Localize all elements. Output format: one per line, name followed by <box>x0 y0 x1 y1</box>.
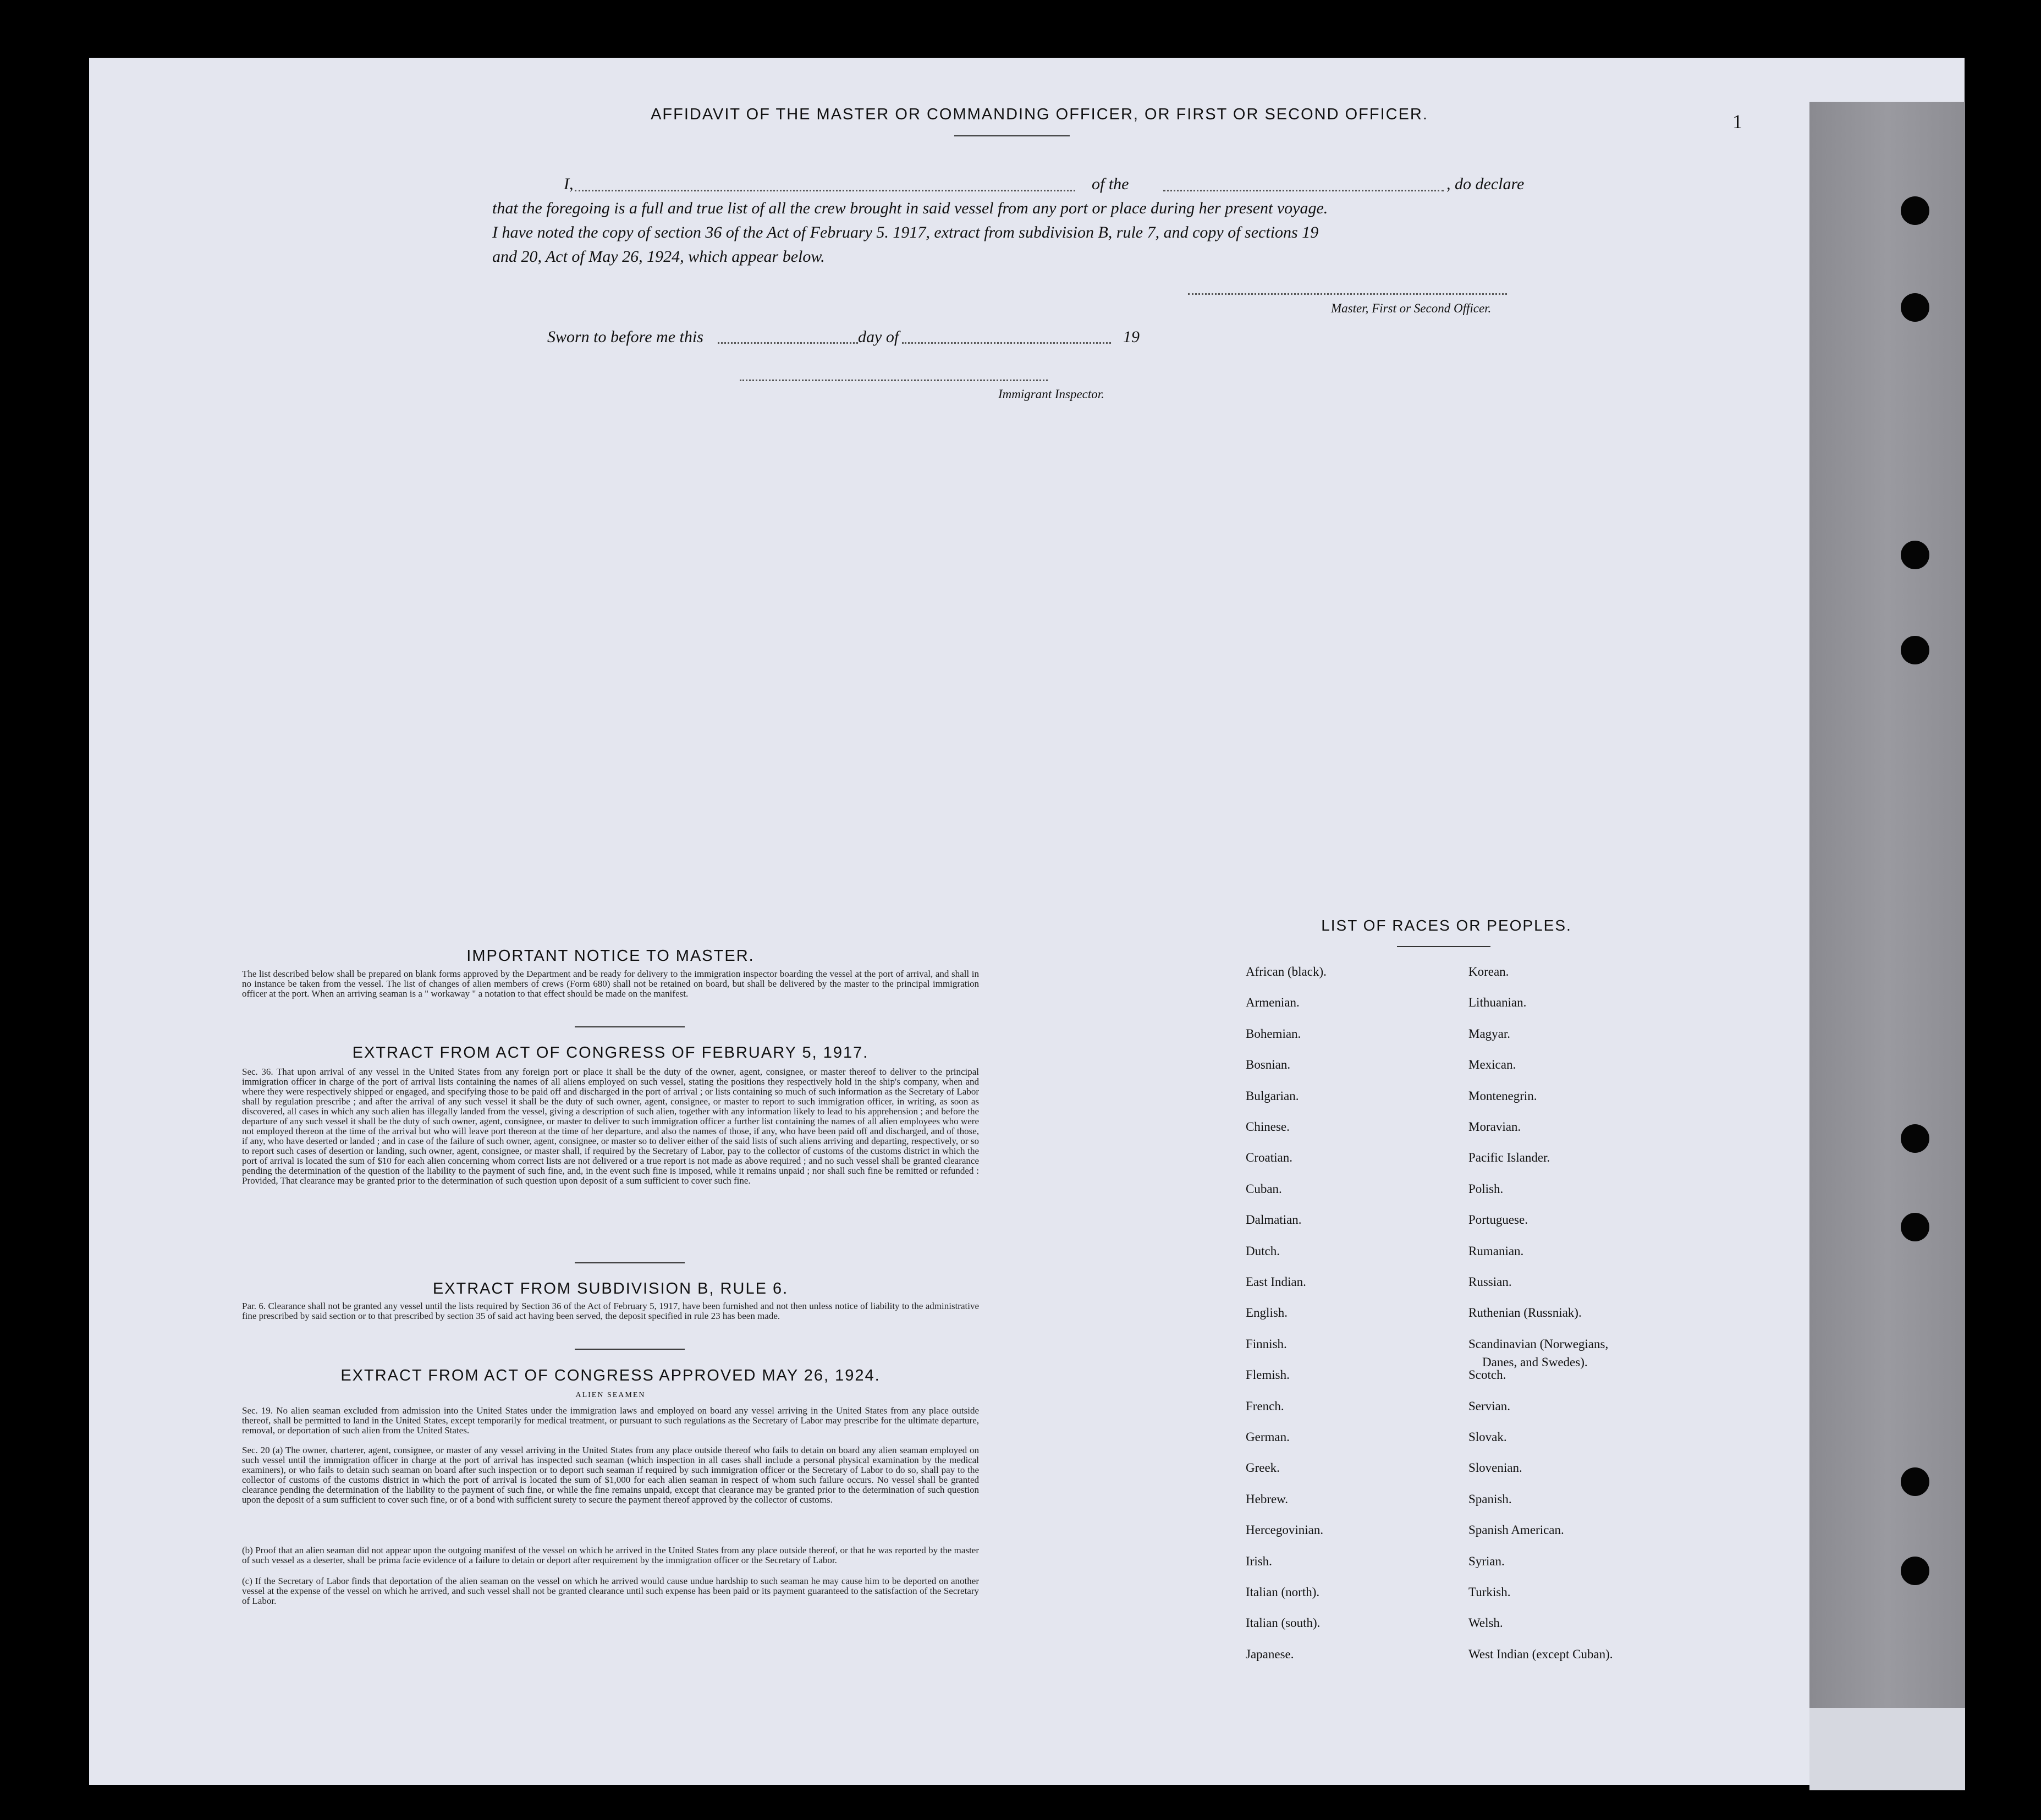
punch-hole <box>1901 293 1929 322</box>
races-title: LIST OF RACES OR PEOPLES. <box>1321 917 1572 934</box>
race-item: Armenian. <box>1246 996 1300 1010</box>
page-number: 1 <box>1732 111 1742 133</box>
race-item: French. <box>1246 1399 1284 1413</box>
race-item: Polish. <box>1468 1181 1504 1196</box>
race-item: Chinese. <box>1246 1120 1290 1134</box>
race-item: Slovak. <box>1468 1430 1507 1444</box>
race-scandinavian-cont: Danes, and Swedes). <box>1482 1355 1588 1369</box>
race-item: Dutch. <box>1246 1244 1280 1258</box>
race-item: Montenegrin. <box>1468 1088 1537 1103</box>
race-item: Japanese. <box>1246 1647 1294 1661</box>
race-item: Servian. <box>1468 1399 1511 1413</box>
affidavit-line2: that the foregoing is a full and true list of all the crew brought in said vessel from any port or place during her present voyage. <box>492 199 1328 217</box>
affidavit-title: AFFIDAVIT OF THE MASTER OR COMMANDING OFFICER, OR FIRST OR SECOND OFFICER. <box>651 106 1428 123</box>
notice-title: IMPORTANT NOTICE TO MASTER. <box>466 947 755 965</box>
sworn-prefix: Sworn to before me this <box>547 328 703 346</box>
race-item: West Indian (except Cuban). <box>1468 1647 1613 1661</box>
extract-1924-title: EXTRACT FROM ACT OF CONGRESS APPROVED MAY 26, 1924. <box>340 1367 881 1384</box>
notice-body: The list described below shall be prepared on blank forms approved by the Department and be ready for delivery to the immigration inspector boarding the vessel at the port of arrival, and shall in no instance be taken from the vessel. The list of changes of alien members of crews (Form 680) shall not be retained on board, but shall be delivered by the master to the principal immigration officer at the port. When an arriving seaman is a " workaway " a notation to that effect should be made on the manifest. <box>242 969 979 999</box>
race-item: Scotch. <box>1468 1368 1506 1382</box>
inspector-caption: Immigrant Inspector. <box>998 387 1104 401</box>
affidavit-line1-i: I, <box>564 175 574 193</box>
race-item: Welsh. <box>1468 1616 1503 1630</box>
vessel-blank <box>1163 190 1444 191</box>
affidavit-line4: and 20, Act of May 26, 1924, which appear below. <box>492 248 825 266</box>
affidavit-line1-declare: , do declare <box>1446 175 1525 193</box>
race-item: Russian. <box>1468 1275 1512 1289</box>
race-item: Hercegovinian. <box>1246 1523 1324 1537</box>
document-sheet <box>89 58 1965 1785</box>
race-item: Bulgarian. <box>1246 1088 1299 1103</box>
section-rule <box>575 1349 685 1350</box>
race-item: Cuban. <box>1246 1181 1282 1196</box>
sec20c-body: (c) If the Secretary of Labor finds that deportation of the alien seaman on the vessel on which he arrived would cause undue hardship to such seaman he may cause him to be deported on another vessel at the expense of the vessel on which he arrived, and such vessel shall not be granted clearance until such expense has been paid or its payment guaranteed to the satisfaction of the Secretary of Labor. <box>242 1576 979 1606</box>
race-item: Rumanian. <box>1468 1244 1524 1258</box>
name-blank <box>575 190 1075 191</box>
title-rule <box>954 135 1070 136</box>
race-item: Bohemian. <box>1246 1026 1301 1041</box>
binding-strip <box>1809 102 1965 1708</box>
binding-strip-bottom <box>1809 1708 1965 1790</box>
signature-blank <box>1188 293 1507 295</box>
sworn-day: day of <box>858 328 899 346</box>
race-item: Bosnian. <box>1246 1058 1291 1072</box>
extract-1924-subtitle: ALIEN SEAMEN <box>575 1391 646 1399</box>
race-item: East Indian. <box>1246 1275 1306 1289</box>
race-item: Korean. <box>1468 965 1509 978</box>
race-item: Pacific Islander. <box>1468 1151 1550 1165</box>
race-item: Lithuanian. <box>1468 996 1527 1010</box>
punch-hole <box>1901 1467 1929 1496</box>
section-rule <box>575 1026 685 1027</box>
punch-hole <box>1901 1213 1929 1241</box>
sworn-day-blank <box>718 342 858 344</box>
race-item: Flemish. <box>1246 1368 1290 1382</box>
sec19-body: Sec. 19. No alien seaman excluded from admission into the United States under the immigration laws and employed on board any vessel arriving in the United States from any place outside thereof, shall be permitted to land in the United States, except temporarily for medical treatment, or pursuant to such regulations as the Secretary of Labor may prescribe for the ultimate departure, removal, or deportation of such alien from the United States. <box>242 1405 979 1436</box>
race-item: Croatian. <box>1246 1151 1292 1165</box>
race-item: English. <box>1246 1306 1288 1320</box>
race-item: Spanish. <box>1468 1492 1512 1506</box>
sworn-month-blank <box>902 342 1111 344</box>
extract-1917-body: Sec. 36. That upon arrival of any vessel in the United States from any foreign port or place it shall be the duty of the owner, agent, consignee, or master thereof to deliver to the principal immigration officer in charge of the port of arrival lists containing the names of all aliens employed on such vessel, stating the positions they respectively hold in the ship's company, when and where they were respectively shipped or engaged, and specifying those to be paid off and discharged in the port of arrival ; or lists containing so much of such information as the Secretary of Labor shall by regulation prescribe ; and after the arrival of any such vessel it shall be the duty of such owner, agent, consignee, or master to report to such immigration officer, in writing, as soon as discovered, all cases in which any such alien has illegally landed from the vessel, giving a description of such alien, together with any information likely to lead to his apprehension ; and before the departure of any such vessel it shall be the duty of such owner, agent, consignee, or master to deliver to such immigration officer a further list containing the names of all alien employees who were not employed thereon at the time of the arrival but who will leave port thereon at the time of her departure, and also the names of those, if any, who have been paid off and discharged, and of those, if any, who have deserted or landed ; and in case of the failure of such owner, agent, consignee, or master so to deliver either of the said lists of such aliens arriving and departing, respectively, or so to report such cases of desertion or landing, such owner, agent, consignee, or master shall, if required by the Secretary of Labor, pay to the collector of customs of the customs district in which the port of arrival is located the sum of $10 for each alien concerning whom correct lists are not delivered or a true report is not made as above required ; and no such vessel shall be granted clearance pending the determination of the question of the liability to the payment of such fine, and, in the event such fine is imposed, while it remains unpaid ; nor shall such fine be remitted or refunded : Provided, That clearance may be granted prior to the determination of such question upon deposit of a sum sufficient to cover such fine. <box>242 1066 979 1186</box>
race-item: Italian (south). <box>1246 1616 1321 1630</box>
affidavit-line3: I have noted the copy of section 36 of the Act of February 5. 1917, extract from subdivision B, rule 7, and copy of sections 19 <box>492 223 1319 241</box>
race-item: Dalmatian. <box>1246 1213 1302 1227</box>
extract-1917-title: EXTRACT FROM ACT OF CONGRESS OF FEBRUARY 5, 1917. <box>352 1044 869 1062</box>
subdivision-b-title: EXTRACT FROM SUBDIVISION B, RULE 6. <box>432 1280 789 1297</box>
race-item: Moravian. <box>1468 1120 1521 1134</box>
race-item: African (black). <box>1246 965 1327 978</box>
section-rule <box>575 1262 685 1263</box>
affidavit-line1-of-the: of the <box>1092 175 1129 193</box>
punch-hole <box>1901 541 1929 569</box>
race-item: German. <box>1246 1430 1290 1444</box>
race-item: Mexican. <box>1468 1058 1516 1072</box>
race-item: Spanish American. <box>1468 1523 1564 1537</box>
race-item: Syrian. <box>1468 1554 1505 1568</box>
sworn-year: 19 <box>1123 328 1140 346</box>
race-item: Magyar. <box>1468 1026 1511 1041</box>
race-item: Turkish. <box>1468 1585 1511 1599</box>
race-item: Italian (north). <box>1246 1585 1320 1599</box>
race-item: Slovenian. <box>1468 1461 1522 1475</box>
race-item: Portuguese. <box>1468 1213 1528 1227</box>
sec20a-body: Sec. 20 (a) The owner, charterer, agent, consignee, or master of any vessel arriving in the United States from any place outside thereof who fails to detain on board any alien seaman employed on such vessel until the immigration officer in charge at the port of arrival has inspected such seaman (which inspection in all cases shall include a personal physical examination by the medical examiners), or who fails to detain such seaman on board after such inspection or to deport such seaman if required by such immigration officer or the Secretary of Labor to do so, shall pay to the collector of customs of the customs district in which the port of arrival is located the sum of $1,000 for each alien seaman in respect of whom such failure occurs. No vessel shall be granted clearance pending the determination of the liability to the payment of such fine, or while the fine remains unpaid, except that clearance may be granted prior to the determination of such question upon the deposit of a sum sufficient to cover such fine, or of a bond with sufficient surety to secure the payment thereof approved by the collector of customs. <box>242 1445 979 1505</box>
signature-caption: Master, First or Second Officer. <box>1331 301 1492 315</box>
race-item: Irish. <box>1246 1554 1272 1568</box>
punch-hole <box>1901 196 1929 225</box>
races-rule <box>1397 946 1490 947</box>
race-item: Finnish. <box>1246 1337 1287 1351</box>
race-item: Scandinavian (Norwegians, <box>1468 1337 1609 1351</box>
sec20b-body: (b) Proof that an alien seaman did not appear upon the outgoing manifest of the vessel on which he arrived in the United States from any place outside thereof, or that he was reported by the master of such vessel as a deserter, shall be prima facie evidence of a failure to detain or deport after requirement by the immigration officer or the Secretary of Labor. <box>242 1545 979 1565</box>
subdivision-b-body: Par. 6. Clearance shall not be granted any vessel until the lists required by Section 36 of the Act of February 5, 1917, have been furnished and not then unless notice of liability to the administrative fine prescribed by said section or to that prescribed by section 35 of said act having been served, the deposit specified in rule 23 has been made. <box>242 1301 979 1321</box>
race-item: Greek. <box>1246 1461 1280 1475</box>
inspector-blank <box>740 380 1048 381</box>
punch-hole <box>1901 1557 1929 1585</box>
race-item: Hebrew. <box>1246 1492 1289 1506</box>
race-item: Ruthenian (Russniak). <box>1468 1306 1582 1320</box>
punch-hole <box>1901 636 1929 664</box>
punch-hole <box>1901 1124 1929 1153</box>
